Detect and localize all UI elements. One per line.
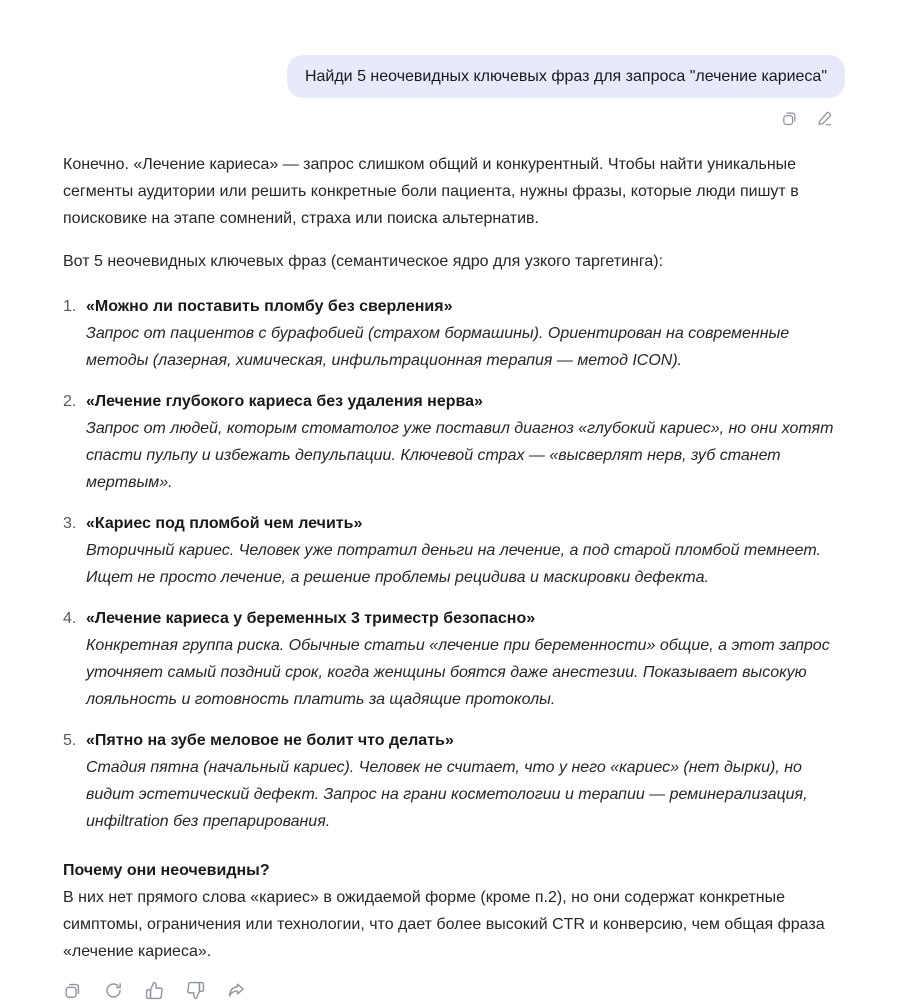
user-message-bubble: Найди 5 неочевидных ключевых фраз для запроса "лечение кариеса": [287, 55, 845, 98]
share-button[interactable]: [227, 981, 246, 1000]
copy-response-button[interactable]: [63, 981, 82, 1000]
thumbs-down-icon: [186, 981, 205, 1000]
edit-button[interactable]: [816, 110, 833, 127]
list-item-title: «Пятно на зубе меловое не болит что делать»: [86, 732, 454, 749]
copy-button[interactable]: [781, 110, 798, 127]
regenerate-button[interactable]: [104, 981, 123, 1000]
share-icon: [227, 981, 246, 1000]
list-item-number: 3.: [63, 515, 77, 532]
list-item-number: 4.: [63, 610, 77, 627]
list-item-number: 1.: [63, 298, 77, 315]
thumbs-up-button[interactable]: [145, 981, 164, 1000]
list-item-title: «Лечение глубокого кариеса без удаления нерва»: [86, 393, 483, 410]
list-item-number: 2.: [63, 393, 77, 410]
list-item-title: «Лечение кариеса у беременных 3 триместр безопасно»: [86, 610, 536, 627]
list-item-title: «Кариес под пломбой чем лечить»: [86, 515, 363, 532]
list-item: [63, 510, 845, 591]
list-item-description: Запрос от пациентов с бурафобией (страхом бормашины). Ориентирован на современные методы (лазерная, химическая, инфильтрационная терапия — метод ICON).: [86, 325, 790, 369]
assistant-message: [63, 151, 845, 965]
list-item: [63, 727, 845, 835]
list-item-title: «Можно ли поставить пломбу без сверления»: [86, 298, 453, 315]
list-item: [63, 293, 845, 374]
list-item-description: Стадия пятна (начальный кариес). Человек не считает, что у него «кариес» (нет дырки), но видит эстетический дефект. Запрос на грани косметологии и терапии — реминерализация, инфiltration без препарирования.: [86, 759, 808, 830]
keyword-list: [63, 293, 845, 835]
list-item-description: Запрос от людей, которым стоматолог уже поставил диагноз «глубокий кариес», но они хотят спасти пульпу и избежать депульпации. Ключевой страх — «высверлят нерв, зуб станет мертвым».: [86, 420, 834, 491]
user-message-actions: [63, 110, 845, 127]
list-item: [63, 388, 845, 496]
user-message-row: [63, 55, 845, 98]
copy-icon: [63, 981, 82, 1000]
edit-icon: [816, 110, 833, 127]
assistant-intro: Конечно. «Лечение кариеса» — запрос слишком общий и конкурентный. Чтобы найти уникальные сегменты аудитории или решить конкретные боли пациента, нужны фразы, которые люди пишут в поисковике на этапе сомнений, страха или поиска альтернатив.: [63, 156, 799, 227]
regenerate-icon: [104, 981, 123, 1000]
thumbs-down-button[interactable]: [186, 981, 205, 1000]
list-item-number: 5.: [63, 732, 77, 749]
thumbs-up-icon: [145, 981, 164, 1000]
assistant-list-intro: Вот 5 неочевидных ключевых фраз (семантическое ядро для узкого таргетинга):: [63, 253, 664, 270]
list-item-description: Конкретная группа риска. Обычные статьи «лечение при беременности» общие, а этот запрос уточняет самый поздний срок, когда женщины боятся даже анестезии. Показывает высокую лояльность и готовность платить за щадящие протоколы.: [86, 637, 830, 708]
list-item: [63, 605, 845, 713]
response-actions: [63, 981, 845, 1000]
copy-icon: [781, 110, 798, 127]
list-item-description: Вторичный кариес. Человек уже потратил деньги на лечение, а под старой пломбой темнеет. Ищет не просто лечение, а решение проблемы рецидива и маскировки дефекта.: [86, 542, 821, 586]
outro-paragraph: В них нет прямого слова «кариес» в ожидаемой форме (кроме п.2), но они содержат конкретные симптомы, ограничения или технологии, что дает более высокий CTR и конверсию, чем общая фраза «лечение кариеса».: [63, 889, 825, 960]
outro-heading: Почему они неочевидны?: [63, 862, 270, 879]
